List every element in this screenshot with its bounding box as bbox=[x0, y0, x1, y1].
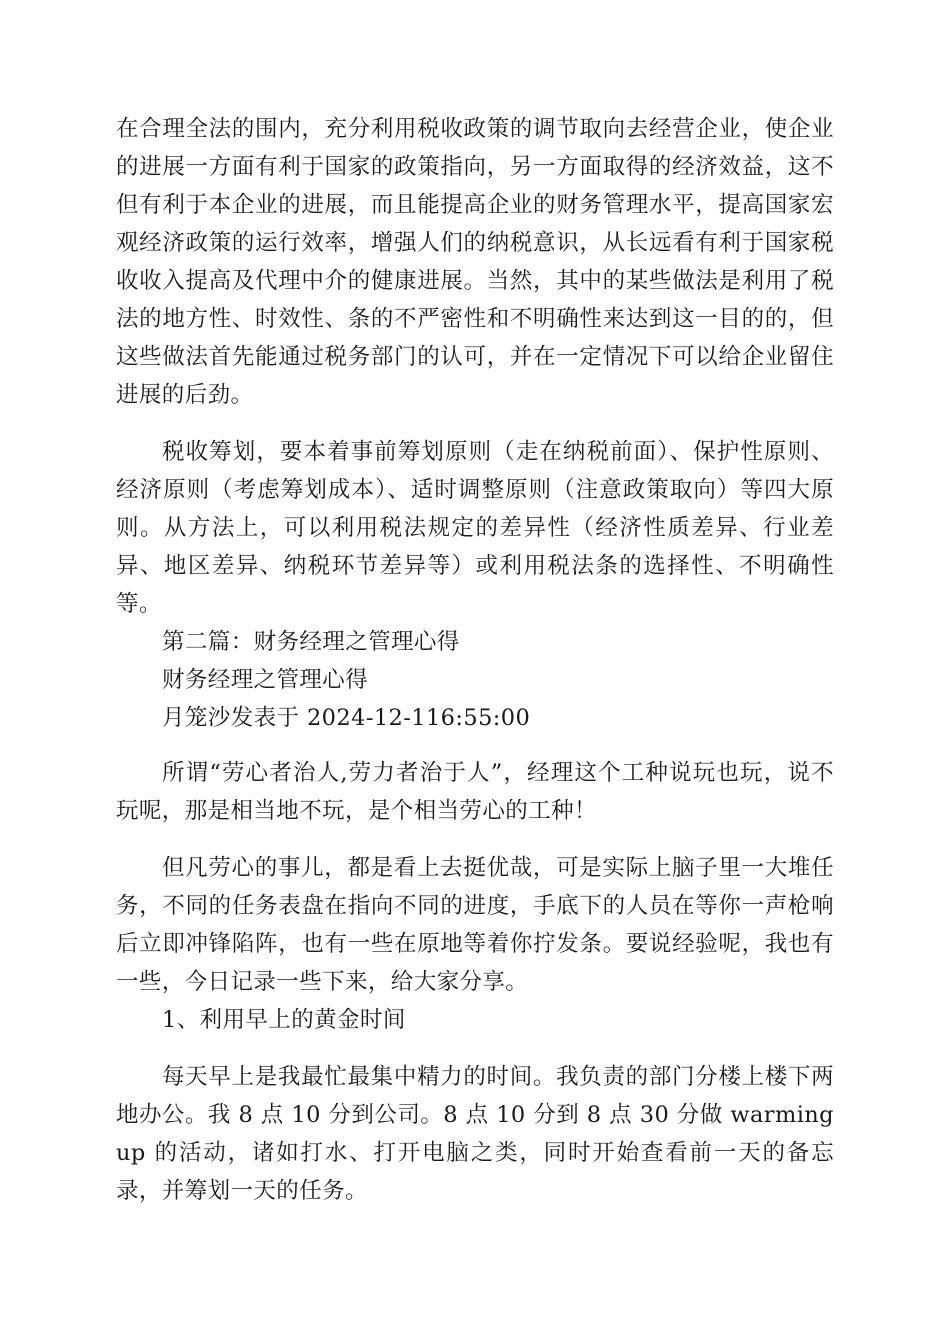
paragraph-tax-planning-principles: 税收筹划，要本着事前筹划原则（走在纳税前面）、保护性原则、经济原则（考虑筹划成本）、适时调整原则（注意政策取向）等四大原则。从方法上，可以利用税法规定的差异性（经济性质差异、行业差异、地区差异、纳税环节差异等）或利用税法条的选择性、不明确性等。 bbox=[116, 439, 834, 617]
byline: 月笼沙发表于 2024-12-116:55:00 bbox=[162, 705, 531, 731]
paragraph-tax-planning-benefits: 在合理全法的围内，充分利用税收政策的调节取向去经营企业，使企业的进展一方面有利于国家的政策指向，另一方面取得的经济效益，这不但有利于本企业的进展，而且能提高企业的财务管理水平，提高国家宏观经济政策的运行效率，增强人们的纳税意识，从长远看有利于国家税收收入提高及代理中介的健康进展。当然，其中的某些做法是利用了税法的地方性、时效性、条的不严密性和不明确性来达到这一目的的，但这些做法首先能通过税务部门的认可，并在一定情况下可以给企业留住进展的后劲。 bbox=[116, 116, 834, 408]
article-title: 财务经理之管理心得 bbox=[162, 667, 369, 693]
paragraph-morning-routine: 每天早上是我最忙最集中精力的时间。我负责的部门分楼上楼下两地办公。我 8 点 10 分到公司。8 点 10 分到 8 点 30 分做 warmingup 的活动，诸如打水、打开电脑之类，同时开始查看前一天的备忘录，并筹划一天的任务。 bbox=[116, 1064, 834, 1204]
paragraph-tasks: 但凡劳心的事儿，都是看上去挺优哉，可是实际上脑子里一大堆任务，不同的任务表盘在指向不同的进度，手底下的人员在等你一声枪响后立即冲锋陷阵，也有一些在原地等着你拧发条。要说经验呢，我也有一些，今日记录一些下来，给大家分享。 bbox=[116, 855, 834, 995]
subheading: 1、利用早上的黄金时间 bbox=[162, 1007, 406, 1033]
paragraph-manager-work: 所谓“劳心者治人,劳力者治于人”，经理这个工种说玩也玩，说不玩呢，那是相当地不玩，是个相当劳心的工种！ bbox=[116, 760, 834, 824]
document-page bbox=[116, 110, 834, 1210]
section-title: 第二篇：财务经理之管理心得 bbox=[162, 629, 460, 655]
